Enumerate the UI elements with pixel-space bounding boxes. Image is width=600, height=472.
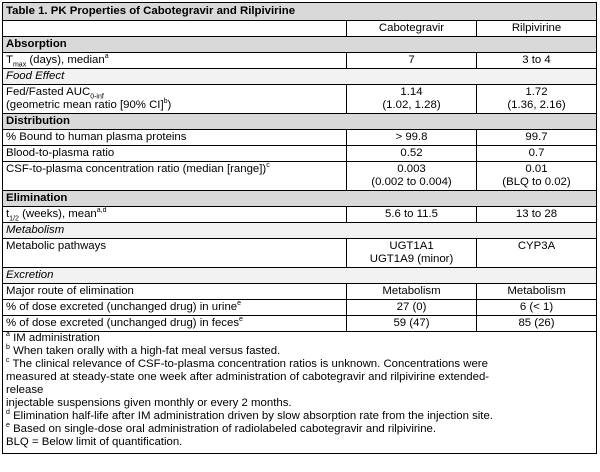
table-row — [3, 284, 597, 300]
footnote-blq: BLQ = Below limit of quantification. — [6, 436, 183, 448]
cell-rilpivirine: 85 (26) — [477, 316, 597, 332]
footnote-marker: e — [237, 300, 242, 308]
row-label-feces — [3, 316, 347, 332]
table-row — [3, 85, 597, 114]
table-row — [3, 146, 597, 162]
label-text: Fed/Fasted AUC — [6, 86, 91, 98]
cell-cabotegravir: 27 (0) — [347, 300, 477, 316]
footnote-e — [6, 423, 593, 436]
column-header-cabotegravir: Cabotegravir — [347, 21, 477, 37]
section-distribution — [3, 114, 597, 130]
cell-cabotegravir: Metabolism — [347, 284, 477, 300]
footnote-d — [6, 410, 593, 423]
value-line: UGT1A9 (minor) — [369, 253, 454, 265]
section-elimination — [3, 191, 597, 207]
cell-rilpivirine: 99.7 — [477, 130, 597, 146]
value-line: (0.002 to 0.004) — [371, 176, 452, 188]
row-label-fed-fasted — [3, 85, 347, 114]
footnote-marker: d — [6, 409, 10, 417]
subsection-excretion — [3, 268, 597, 284]
footnote-text: Based on single-dose oral administration of radiolabeled cabotegravir and rilpivirine. — [9, 423, 437, 435]
label-text: (weeks), mean — [18, 208, 97, 220]
label-subscript: max — [12, 61, 27, 69]
table-row — [3, 130, 597, 146]
table-row — [3, 53, 597, 69]
label-subscript: 1/2 — [9, 215, 19, 223]
cell-cabotegravir — [347, 162, 477, 191]
footnote-marker: b — [6, 344, 10, 352]
row-label-tmax — [3, 53, 347, 69]
footnote-marker: c — [6, 357, 10, 365]
label-text: CSF-to-plasma concentration ratio (median [range]) — [6, 163, 267, 175]
footnote-text: Elimination half-life after IM administration driven by slow absorption rate from the injection site. — [9, 410, 493, 422]
footnote-c-line3: release — [6, 384, 44, 396]
value-line: 1.14 — [400, 86, 423, 98]
label-text: (geometric mean ratio [90% CI] — [6, 99, 164, 111]
section-header: Elimination — [3, 191, 597, 207]
row-label-pathways: Metabolic pathways — [3, 239, 347, 268]
footnote-text: The clinical relevance of CSF-to-plasma concentration ratios is unknown. Concentrations were — [9, 358, 488, 370]
table-row — [3, 162, 597, 191]
cell-cabotegravir: 0.52 — [347, 146, 477, 162]
value-line: (BLQ to 0.02) — [502, 176, 571, 188]
subsection-food-effect — [3, 69, 597, 85]
value-line: (1.36, 2.16) — [507, 99, 566, 111]
label-subscript: 0-inf — [90, 93, 104, 101]
cell-rilpivirine: Metabolism — [477, 284, 597, 300]
value-line: 1.72 — [525, 86, 548, 98]
table-row — [3, 239, 597, 268]
table-row — [3, 316, 597, 332]
cell-cabotegravir — [347, 239, 477, 268]
label-text: t — [6, 208, 10, 220]
label-text: T — [6, 54, 13, 66]
footnote-b — [6, 345, 593, 358]
label-text: ) — [167, 99, 172, 111]
footnote-text: When taken orally with a high-fat meal versus fasted. — [9, 345, 281, 357]
footnotes-row — [3, 332, 597, 454]
row-label-major-route: Major route of elimination — [3, 284, 347, 300]
cell-rilpivirine — [477, 162, 597, 191]
pk-properties-table — [2, 2, 597, 454]
cell-rilpivirine — [477, 85, 597, 114]
value-line: 0.003 — [397, 163, 426, 175]
subsection-metabolism — [3, 223, 597, 239]
cell-cabotegravir: 5.6 to 11.5 — [347, 207, 477, 223]
footnotes — [3, 332, 597, 454]
footnote-text: IM administration — [9, 332, 100, 344]
footnote-marker: a — [104, 53, 109, 61]
label-text: % of dose excreted (unchanged drug) in feces — [6, 317, 240, 329]
table-title: Table 1. PK Properties of Cabotegravir and Rilpivirine — [3, 3, 597, 21]
header-blank — [3, 21, 347, 37]
subsection-header: Food Effect — [3, 69, 597, 85]
column-header-rilpivirine: Rilpivirine — [477, 21, 597, 37]
row-label-urine — [3, 300, 347, 316]
footnote-marker: c — [266, 162, 270, 170]
label-text: % of dose excreted (unchanged drug) in urine — [6, 301, 238, 313]
footnote-marker: e — [239, 316, 243, 324]
cell-rilpivirine: 3 to 4 — [477, 53, 597, 69]
subsection-header: Metabolism — [3, 223, 597, 239]
value-line: (1.02, 1.28) — [382, 99, 441, 111]
section-header: Distribution — [3, 114, 597, 130]
section-absorption — [3, 37, 597, 53]
footnote-marker: b — [163, 98, 168, 106]
cell-rilpivirine: CYP3A — [477, 239, 597, 268]
footnote-c — [6, 358, 593, 371]
cell-rilpivirine: 13 to 28 — [477, 207, 597, 223]
pk-table-container — [2, 2, 596, 454]
footnote-c-line4: injectable suspensions given monthly or every 2 months. — [6, 397, 292, 409]
value-line: UGT1A1 — [389, 240, 434, 252]
row-label-blood-plasma: Blood-to-plasma ratio — [3, 146, 347, 162]
cell-rilpivirine: 0.7 — [477, 146, 597, 162]
label-text: (days), median — [26, 54, 105, 66]
table-row — [3, 207, 597, 223]
cell-cabotegravir: > 99.8 — [347, 130, 477, 146]
footnote-marker: e — [6, 422, 10, 430]
cell-cabotegravir: 7 — [347, 53, 477, 69]
footnote-marker: a,d — [96, 207, 107, 215]
cell-rilpivirine: 6 (< 1) — [477, 300, 597, 316]
footnote-c-line2: measured at steady-state one week after administration of cabotegravir and rilpivirine extended- — [6, 371, 490, 383]
row-label-thalf — [3, 207, 347, 223]
value-line: 0.01 — [525, 163, 548, 175]
section-header: Absorption — [3, 37, 597, 53]
header-row — [3, 21, 597, 37]
subsection-header: Excretion — [3, 268, 597, 284]
cell-cabotegravir — [347, 85, 477, 114]
footnote-marker: a — [6, 331, 10, 339]
table-title-row — [3, 3, 597, 21]
table-row — [3, 300, 597, 316]
footnote-a — [6, 332, 593, 345]
cell-cabotegravir: 59 (47) — [347, 316, 477, 332]
row-label-bound: % Bound to human plasma proteins — [3, 130, 347, 146]
row-label-csf — [3, 162, 347, 191]
